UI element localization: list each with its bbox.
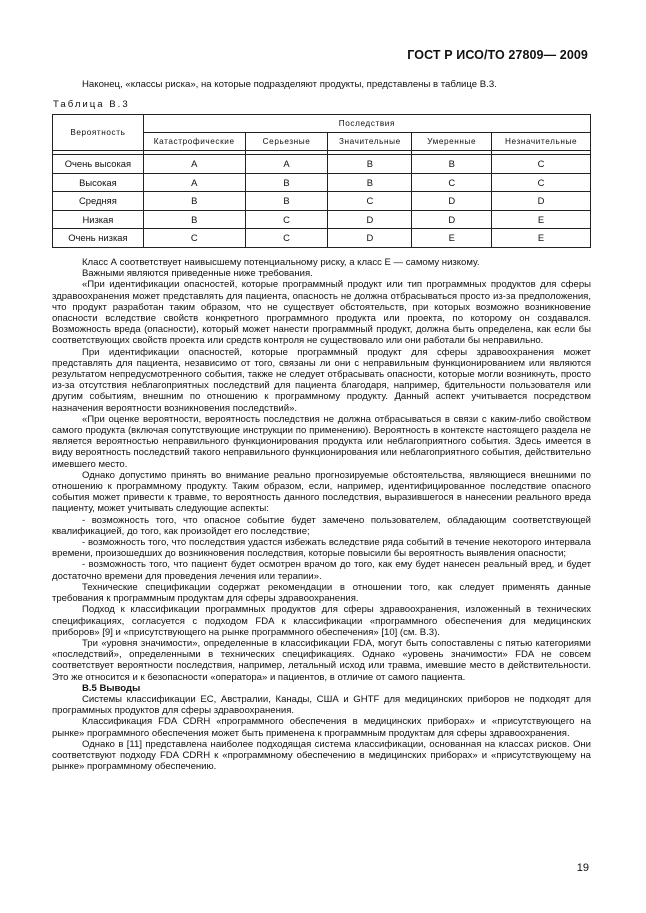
paragraph: Технические спецификации содержат рекомендации в отношении того, как следует применять данные требования к программным продуктам для сферы здравоохранения. [52, 581, 591, 605]
table-cell: C [245, 210, 328, 229]
table-cell: D [412, 192, 492, 211]
paragraph: При идентификации опасностей, которые программный продукт для сферы здравоохранения может представлять для пациента, независимо от того, связаны ли они с неправильным функционированием или являются результатом непредусмотренного события, также не следует отбрасывать опасности, которые могли возникнуть, просто из-за отсутствия неблагоприятных последствий для пациента благодаря, например, бдительности пользователя или другим событиям, внешним по отношению к программному продукту. Данный аспект учитывается посредством назначения вероятности возникновения последствий». [52, 346, 591, 414]
paragraph: Три «уровня значимости», определенные в классификации FDA, могут быть сопоставлены с пятью категориями «последствий», определенными в технических спецификациях. Однако «уровень значимости» FDA не совсем соответствует вероятности последствия, например, летальный исход или травма, имевшие место в действительности. Это же относится и к безопасности «оператора» и пациентов, в отличие от самого пациента. [52, 637, 591, 683]
table-cell: C [143, 229, 245, 248]
table-cell: B [245, 173, 328, 192]
table-row [53, 192, 591, 211]
paragraph: Подход к классификации программных продуктов для сферы здравоохранения, изложенный в технических спецификациях, согласуется с подходом FDA к классификации «программного обеспечения для медицинских приборов» [9] и «присутствующего на рынке программного обеспечения» [10] (см. В.3). [52, 604, 591, 638]
intro-text: Наконец, «классы риска», на которые подразделяют продукты, представлены в таблице В.3. [82, 79, 497, 90]
column-header: Катастрофические [143, 133, 245, 151]
group-header-consequences: Последствия [143, 115, 590, 133]
paragraph: Класс А соответствует наивысшему потенциальному риску, а класс Е — самому низкому. [82, 257, 480, 268]
table-cell: E [492, 210, 591, 229]
table-cell: E [412, 229, 492, 248]
section-heading: В.5 Выводы [82, 682, 141, 694]
table-cell: B [412, 155, 492, 174]
paragraph: «При идентификации опасностей, которые программный продукт или тип программных продуктов для сферы здравоохранения может представлять для пациента, опасность не должна отбрасываться просто из-за предположения, что продукт разработан таким образом, что не существует обстоятельств, при которых возможно возникновение опасности вследствие свойств конкретного программного продукта или проекта, по которому он создавался. Возможность вреда (опасности), который может нанести программный продукт, должна быть определена, как если бы соответствующих свойств проекта или средств контроля не существовало или они работали бы неправильно. [52, 279, 591, 347]
paragraph: Однако в [11] представлена наиболее подходящая система классификации, основанная на классах рисков. Они соответствуют подходу FDA CDRH к «программному обеспечению в медицинских приборах» и «присутствующему на рынке» программному обеспечению. [52, 738, 591, 773]
table-cell: A [143, 155, 245, 174]
table-cell: A [143, 173, 245, 192]
table-cell: B [328, 173, 412, 192]
page-number: 19 [576, 862, 589, 874]
table-cell: C [328, 192, 412, 211]
table-cell: B [143, 210, 245, 229]
table-cell: D [328, 229, 412, 248]
row-label: Средняя [53, 192, 144, 211]
body-text [52, 257, 591, 772]
table-cell: C [492, 173, 591, 192]
table-cell: D [328, 210, 412, 229]
table-cell: B [245, 192, 328, 211]
document-header: ГОСТ Р ИСО/ТО 27809— 2009 [407, 48, 588, 62]
paragraph: «При оценке вероятности, вероятность последствия не должна отбрасываться в связи с каким-либо свойством самого продукта (включая сопутствующие инструкции по применению). Вероятность в контексте настоящего раздела не является вероятностью неправильного функционирования продукта или неблагоприятного события. Здесь имеется в виду вероятность последствий такого неправильного функционирования или неблагоприятного события, действительно имевшего место. [52, 413, 591, 470]
table-row [53, 210, 591, 229]
table-cell: B [328, 155, 412, 174]
table-cell: B [143, 192, 245, 211]
table-row [53, 173, 591, 192]
table-cell: A [245, 155, 328, 174]
paragraph: - возможность того, что пациент будет осмотрен врачом до того, как ему будет нанесен реальный вред, и будет достаточно времени для проведения лечения или терапии». [52, 559, 591, 582]
column-header: Незначительные [492, 133, 591, 151]
column-header: Значительные [328, 133, 412, 151]
risk-class-table [52, 114, 591, 248]
table-row [53, 229, 591, 248]
table-cell: C [245, 229, 328, 248]
paragraph: Однако допустимо принять во внимание реально прогнозируемые обстоятельства, являющиеся внешними по отношению к программному продукту. Таким образом, если, например, идентифицированное последствие опасного события может привести к травме, то вероятность данного последствия, выразившегося в нанесении реального вреда пациенту, может учитывать следующие аспекты: [52, 469, 591, 515]
table-caption: Таблица В.3 [53, 99, 130, 110]
table-cell: D [412, 210, 492, 229]
column-header: Серьезные [245, 133, 328, 151]
paragraph: Классификация FDA CDRH «программного обеспечения в медицинских приборах» и «присутствующего на рынке» программного обеспечения может быть применена к программным продуктам для сферы здравоохранения. [52, 716, 591, 739]
row-label: Высокая [53, 173, 144, 192]
row-label: Низкая [53, 210, 144, 229]
paragraph: - возможность того, что опасное событие будет замечено пользователем, обладающим соответствующей квалификацией, до того, как произойдет его последствие; [52, 514, 591, 537]
paragraph: Важными являются приведенные ниже требования. [82, 268, 313, 280]
paragraph: Системы классификации ЕС, Австралии, Канады, США и GHTF для медицинских приборов не подходят для программных продуктов для сферы здравоохранения. [52, 693, 591, 717]
table-cell: D [492, 192, 591, 211]
column-header: Умеренные [412, 133, 492, 151]
table-cell: C [492, 155, 591, 174]
row-label: Очень высокая [53, 155, 144, 174]
row-header-probability: Вероятность [53, 115, 144, 151]
row-label: Очень низкая [53, 229, 144, 248]
paragraph: - возможность того, что последствия удастся избежать вследствие ряда событий в течение некоторого интервала времени, произошедших до возникновения последствия, которые повысили бы вероятность выявления опасности; [52, 537, 591, 560]
table-cell: C [412, 173, 492, 192]
table-cell: E [492, 229, 591, 248]
table-row [53, 155, 591, 174]
